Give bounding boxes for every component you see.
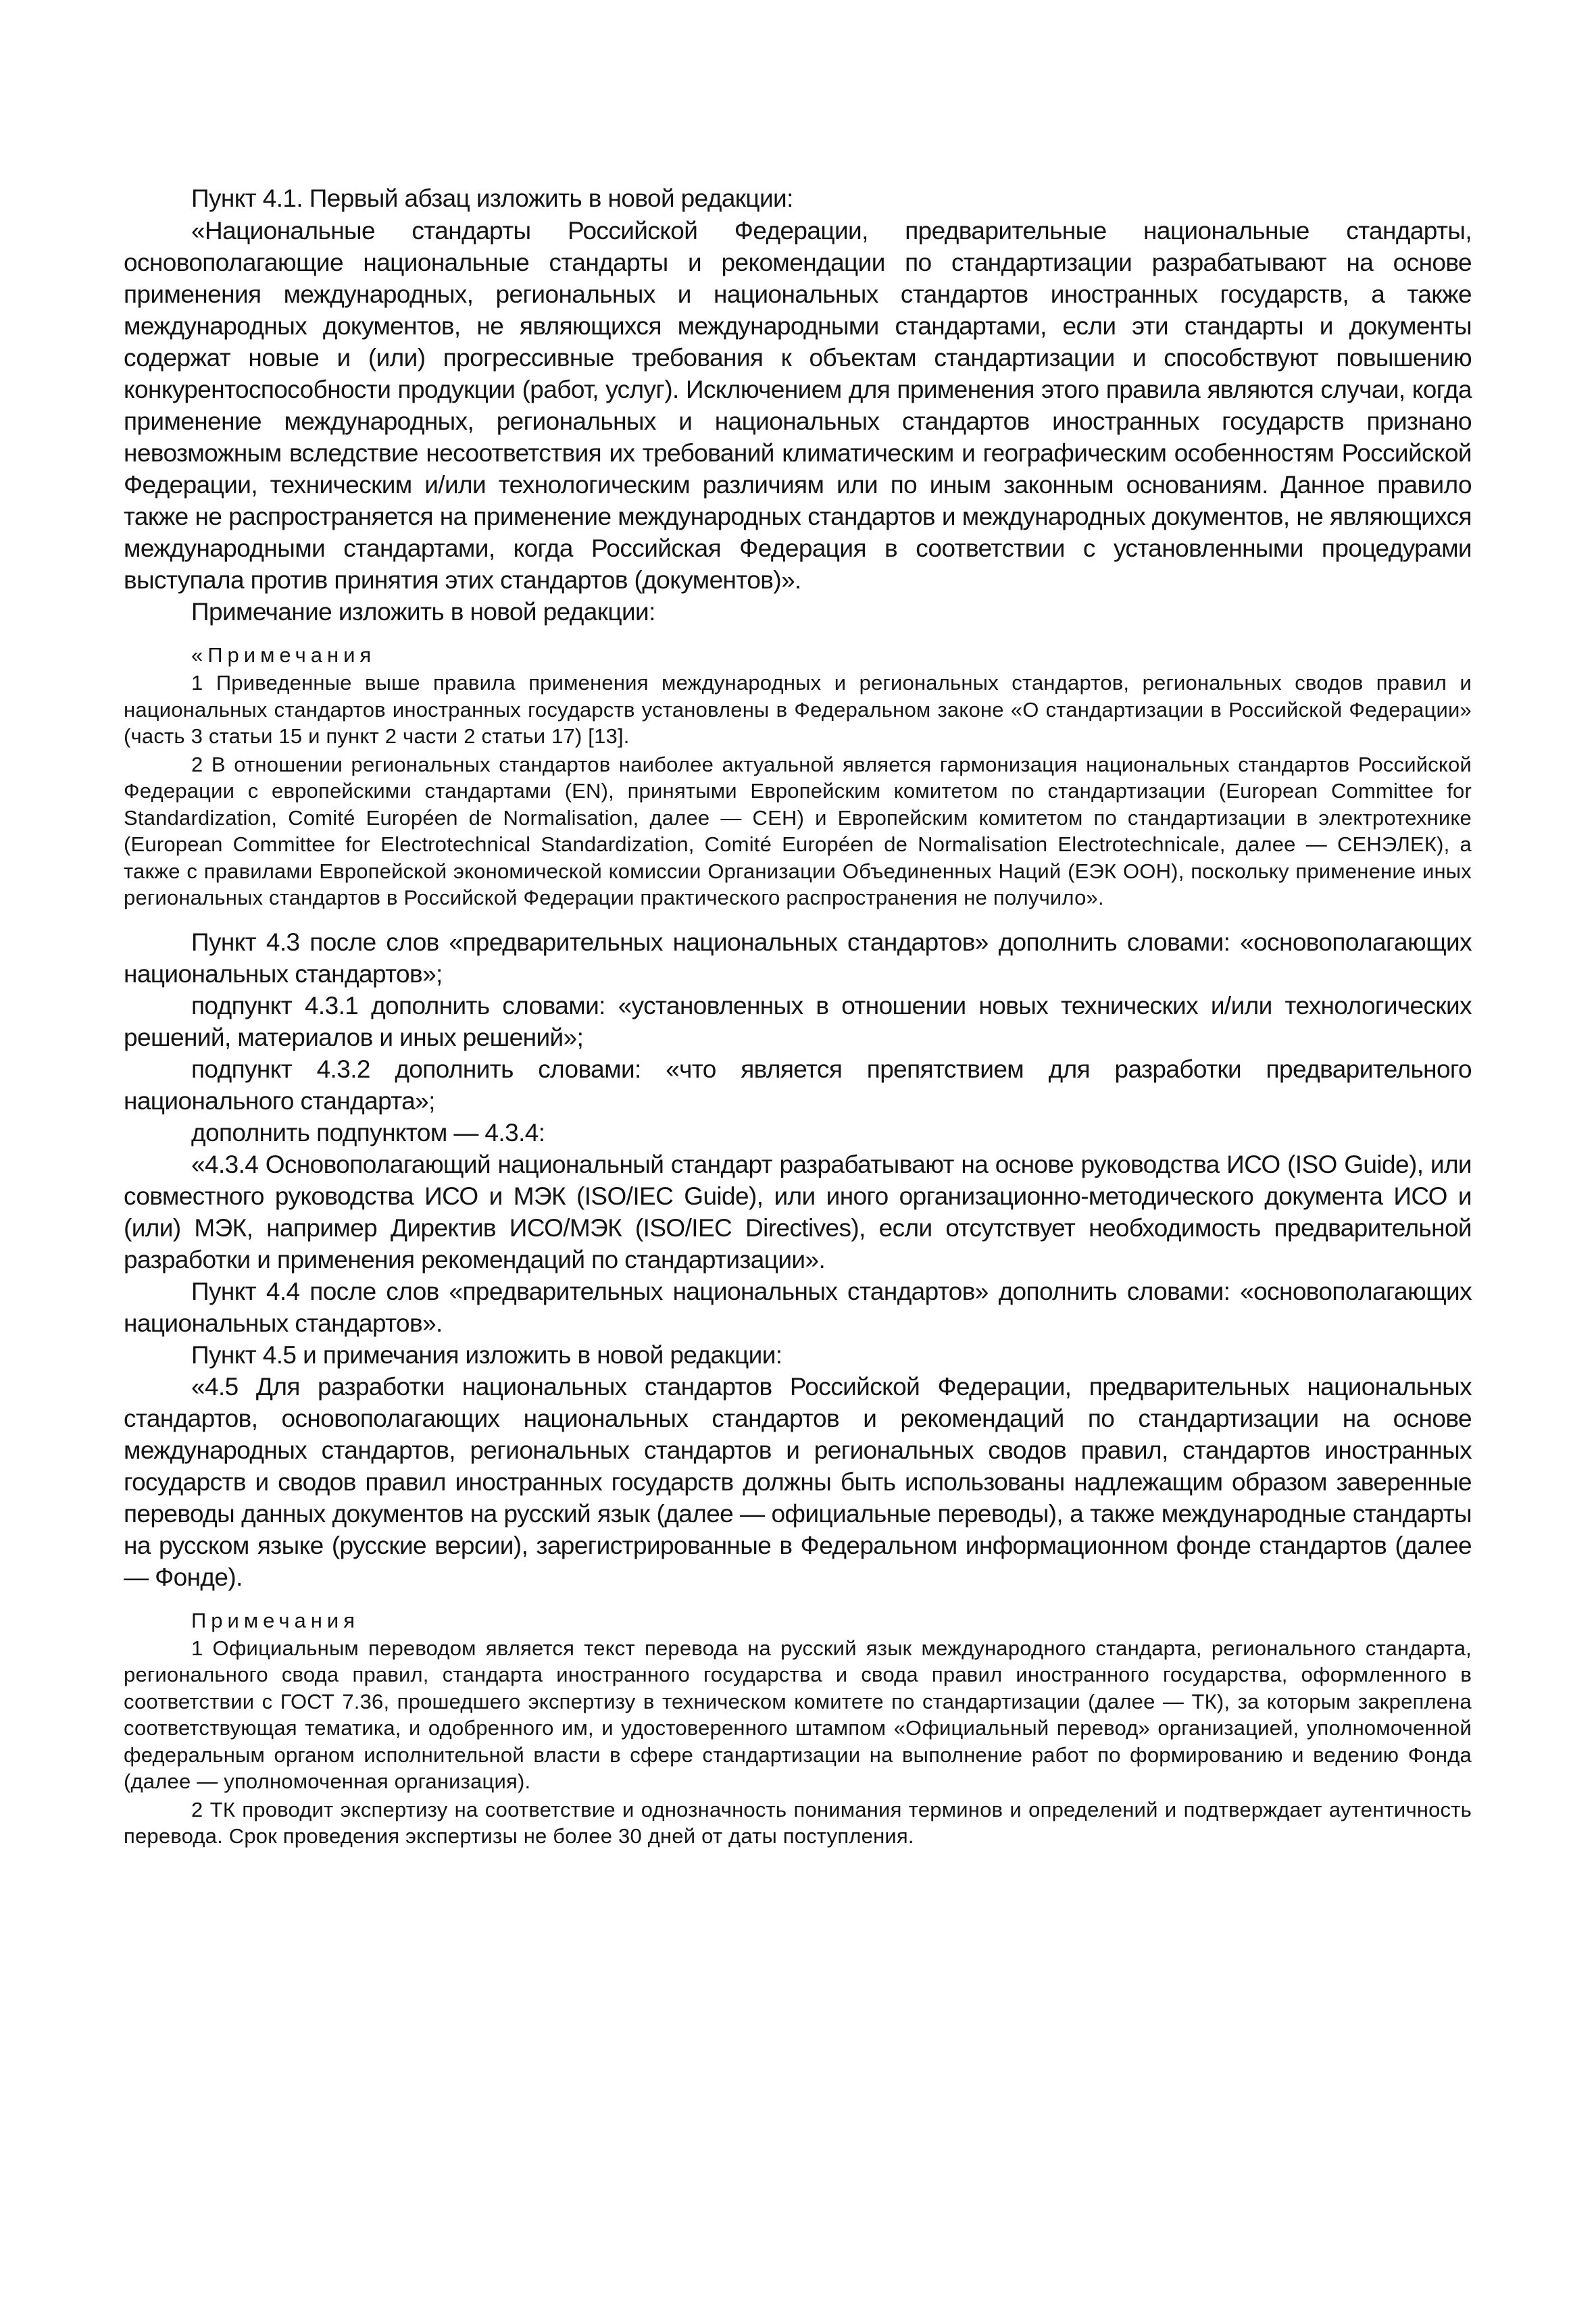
amendment-4-5-text: «4.5 Для разработки национальных стандартов Российской Федерации, предварительных национальных стандартов, основополагающих национальных стандартов и рекомендаций по стандартизации на основе международных стандартов, региональных стандартов и региональных сводов правил, стандартов иностранных государств и сводов правил иностранных государств должны быть использованы надлежащим образом заверенные переводы данных документов на русский язык (далее — официальные переводы), а также международные стандарты на русском языке (русские версии), зарегистрированные в Федеральном информационном фонде стандартов (далее — Фонде). (124, 1372, 1472, 1591)
document-page (124, 182, 1472, 1850)
note-2-1: 1 Официальным переводом является текст перевода на русский язык международного стандарта, регионального стандарта, регионального свода правил, стандарта иностранного государства и свода правил иностранного государства, оформленного в соответствии с ГОСТ 7.36, прошедшего экспертизу в техническом комитете по стандартизации (далее — ТК), за которым закреплена соответствующая тематика, и одобренного им, и удостоверенного штампом «Официальный перевод» организацией, уполномоченной федеральным органом исполнительной власти в сфере стандартизации на выполнение работ по формированию и ведению Фонда (далее — уполномоченная организация). (124, 1636, 1472, 1793)
note-1-1: 1 Приведенные выше правила применения международных и региональных стандартов, региональных сводов правил и национальных стандартов иностранных государств установлены в Федеральном законе «О стандартизации в Российской Федерации» (часть 3 статьи 15 и пункт 2 части 2 статьи 17) [13]. (124, 671, 1472, 748)
amendment-4-5-heading: Пункт 4.5 и примечания изложить в новой редакции: (191, 1340, 782, 1369)
note-2-2: 2 ТК проводит экспертизу на соответствие и однозначность понимания терминов и определений и подтверждает аутентичность перевода. Срок проведения экспертизы не более 30 дней от даты поступления. (124, 1797, 1472, 1848)
amendment-4-3-1: подпункт 4.3.1 дополнить словами: «установленных в отношении новых технических и/или технологических решений, материалов и иных решений»; (124, 991, 1472, 1051)
amendment-4-1-text: «Национальные стандарты Российской Федерации, предварительные национальные стандарты, основополагающие национальные стандарты и рекомендации по стандартизации разрабатывают на основе применения международных, региональных и национальных стандартов иностранных государств, а также международных документов, не являющихся международными стандартами, если эти стандарты и документы содержат новые и (или) прогрессивные требования к объектам стандартизации и способствуют повышению конкурентоспособности продукции (работ, услуг). Исключением для применения этого правила являются случаи, когда применение международных, региональных и национальных стандартов иностранных государств признано невозможным вследствие несоответствия их требований климатическим и географическим особенностям Российской Федерации, техническим и/или технологическим различиям или по иным законным основаниям. Данное правило также не распространяется на применение международных стандартов и международных документов, не являющихся международными стандартами, когда Российская Федерация в соответствии с установленными процедурами выступала против принятия этих стандартов (документов)». (124, 217, 1472, 594)
amendment-4-1-heading: Пункт 4.1. Первый абзац изложить в новой редакции: (191, 184, 793, 212)
amendment-4-3-4-text: «4.3.4 Основополагающий национальный стандарт разрабатывают на основе руководства ИСО (ISO Guide), или совместного руководства ИСО и МЭК (ISO/IEC Guide), или иного организационно-методического документа ИСО и (или) МЭК, например Директив ИСО/МЭК (ISO/IEC Directives), если отсутствует необходимость предварительной разработки и применения рекомендаций по стандартизации». (124, 1150, 1472, 1274)
amendment-4-3: Пункт 4.3 после слов «предварительных национальных стандартов» дополнить словами: «основополагающих национальных стандартов»; (124, 928, 1472, 988)
spacer (124, 911, 1472, 926)
amendment-4-3-2: подпункт 4.3.2 дополнить словами: «что является препятствием для разработки предварительного национального стандарта»; (124, 1055, 1472, 1115)
amendment-4-3-4-heading: дополнить подпунктом — 4.3.4: (191, 1118, 545, 1147)
amendment-4-4: Пункт 4.4 после слов «предварительных национальных стандартов» дополнить словами: «основополагающих национальных стандартов». (124, 1277, 1472, 1337)
notes-heading-1: «Примечания (191, 643, 376, 667)
notes-heading-2: Примечания (191, 1608, 359, 1632)
note-1-2: 2 В отношении региональных стандартов наиболее актуальной является гармонизация национальных стандартов Российской Федерации с европейскими стандартами (EN), принятыми Европейским комитетом по стандартизации (European Committee for Standardization, Comité Européen de Normalisation, далее — CEH) и Европейским комитетом по стандартизации в электротехнике (European Committee for Electrotechnical Standardization, Comité Européen de Normalisation Electrotechnicale, далее — СЕНЭЛЕК), а также с правилами Европейской экономической комиссии Организации Объединенных Наций (ЕЭК ООН), поскольку применение иных региональных стандартов в Российской Федерации практического распространения не получило». (124, 752, 1472, 909)
note-instruction: Примечание изложить в новой редакции: (191, 598, 655, 626)
